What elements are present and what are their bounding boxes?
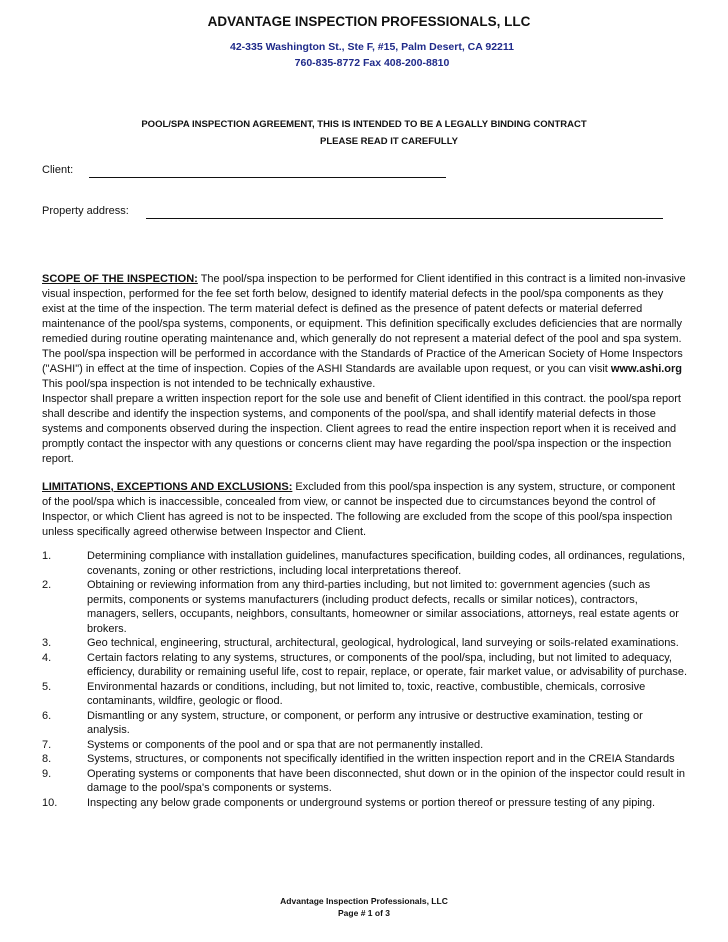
limitations-section — [42, 480, 687, 540]
ashi-text-end: This pool/spa inspection is not intended to be technically exhaustive. — [42, 378, 376, 390]
footer-page-number: Page # 1 of 3 — [338, 908, 390, 918]
list-item — [42, 636, 687, 651]
company-address: 42-335 Washington St., Ste F, #15, Palm Desert, CA 92211 — [229, 41, 514, 53]
property-address-field — [42, 205, 129, 217]
ashi-link[interactable]: www.ashi.org — [610, 363, 683, 375]
scope-section — [42, 272, 687, 467]
client-label: Client: — [42, 164, 74, 176]
company-name: ADVANTAGE INSPECTION PROFESSIONALS, LLC — [207, 14, 531, 29]
limitations-text: Excluded from this pool/spa inspection is any system, structure, or component of the pool/spa which is inaccessible, concealed from view, or cannot be inspected due to circumstances beyond the control of Inspector, or which Client has agreed is not to be inspected. The following are excluded from the scope of this pool/spa inspection unless specifically agreed otherwise between Inspector and Client. — [42, 481, 676, 538]
report-paragraph: Inspector shall prepare a written inspection report for the sole use and benefit of Client identified in this contract. the pool/spa report shall describe and identify the inspection systems, and components of the pool/spa, and shall identify material defects in those systems and components observed during the inspection. Client agrees to read the entire inspection report when it is received and promptly contact the inspector with any questions or concerns client may have regarding the pool/spa inspection or the inspection report. — [42, 393, 681, 465]
item-number: 4. — [42, 651, 52, 664]
list-item — [42, 738, 687, 753]
client-field — [42, 164, 73, 176]
limitations-paragraph — [42, 480, 687, 540]
scope-heading: SCOPE OF THE INSPECTION: — [42, 273, 198, 285]
item-text: Environmental hazards or conditions, including, but not limited to, toxic, reactive, combustible, chemicals, corrosive contaminants, wildfire, geologic or flood. — [87, 680, 646, 707]
client-blank-line[interactable] — [89, 177, 446, 178]
item-number: 10. — [42, 796, 58, 809]
item-number: 5. — [42, 680, 52, 693]
list-item — [42, 767, 687, 796]
item-text: Obtaining or reviewing information from any third-parties including, but not limited to: government agencies (such as permits, components or systems manufacturers (including product defects, recalls or similar notices), contractors, managers, sellers, occupants, neighbors, consultants, homeowner or similar associations, attorneys, real estate agents or brokers. — [87, 579, 679, 635]
scope-text: The pool/spa inspection to be performed for Client identified in this contract is a limited non-invasive visual inspection, performed for the fee set forth below, designed to identify material defects in the pool/spa components as they exist at the time of the inspection. The term material defect is defined as the presence of patent defects or material deferred maintenance of the pool/spa systems, components, or equipment. This definition specifically excludes deficiencies that are normally remedied during routine operating maintenance and, which generally do not represent a material defect of the pool and spa system. — [42, 273, 686, 345]
agreement-title: POOL/SPA INSPECTION AGREEMENT, THIS IS INTENDED TO BE A LEGALLY BINDING CONTRACT — [141, 119, 587, 130]
item-number: 7. — [42, 738, 52, 751]
scope-paragraph — [42, 272, 687, 347]
item-number: 3. — [42, 637, 52, 649]
ashi-paragraph — [42, 347, 687, 392]
item-number: 2. — [42, 579, 52, 591]
property-address-label: Property address: — [42, 205, 129, 217]
list-item — [42, 549, 687, 578]
exclusions-list — [42, 549, 687, 810]
list-item — [42, 709, 687, 738]
list-item — [42, 578, 687, 636]
item-number: 9. — [42, 767, 52, 780]
item-text: Dismantling or any system, structure, or component, or perform any intrusive or destructive examination, testing or analysis. — [87, 709, 643, 736]
footer-company: Advantage Inspection Professionals, LLC — [280, 896, 448, 906]
item-text: Systems, structures, or components not specifically identified in the written inspection report and in the CREIA Standards — [87, 753, 675, 765]
list-item — [42, 651, 687, 680]
item-text: Determining compliance with installation guidelines, manufactures specification, building codes, all ordinances, regulations, covenants, zoning or other restrictions, including local interpretations thereof. — [87, 550, 685, 577]
item-text: Systems or components of the pool and or spa that are not permanently installed. — [87, 738, 484, 751]
item-text: Certain factors relating to any systems, structures, or components of the pool/spa, including, but not limited to adequacy, efficiency, durability or remaining useful life, cost to repair, replace, or operate, fair market value, or advisability of purchase. — [87, 651, 687, 678]
item-text: Inspecting any below grade components or underground systems or portion thereof or pressure testing of any piping. — [87, 796, 656, 809]
property-address-blank-line[interactable] — [146, 218, 663, 219]
item-text: Operating systems or components that have been disconnected, shut down or in the opinion of the inspector could result in damage to the pool/spa's components or systems. — [87, 767, 686, 794]
item-number: 6. — [42, 709, 52, 722]
company-phone: 760-835-8772 Fax 408-200-8810 — [294, 57, 450, 69]
item-number: 1. — [42, 550, 52, 562]
item-number: 8. — [42, 753, 52, 765]
ashi-text: The pool/spa inspection will be performed in accordance with the Standards of Practice of the American Society of Home Inspectors ("ASHI") in effect at the time of inspection. Copies of the ASHI Standards are available upon request, or you can visit — [42, 348, 683, 375]
limitations-heading: LIMITATIONS, EXCEPTIONS AND EXCLUSIONS: — [42, 481, 293, 493]
item-text: Geo technical, engineering, structural, architectural, geological, hydrological, land surveying or soils-related examinations. — [87, 637, 679, 649]
list-item — [42, 752, 687, 767]
read-carefully-notice: PLEASE READ IT CAREFULLY — [320, 136, 458, 147]
list-item — [42, 796, 687, 811]
list-item — [42, 680, 687, 709]
